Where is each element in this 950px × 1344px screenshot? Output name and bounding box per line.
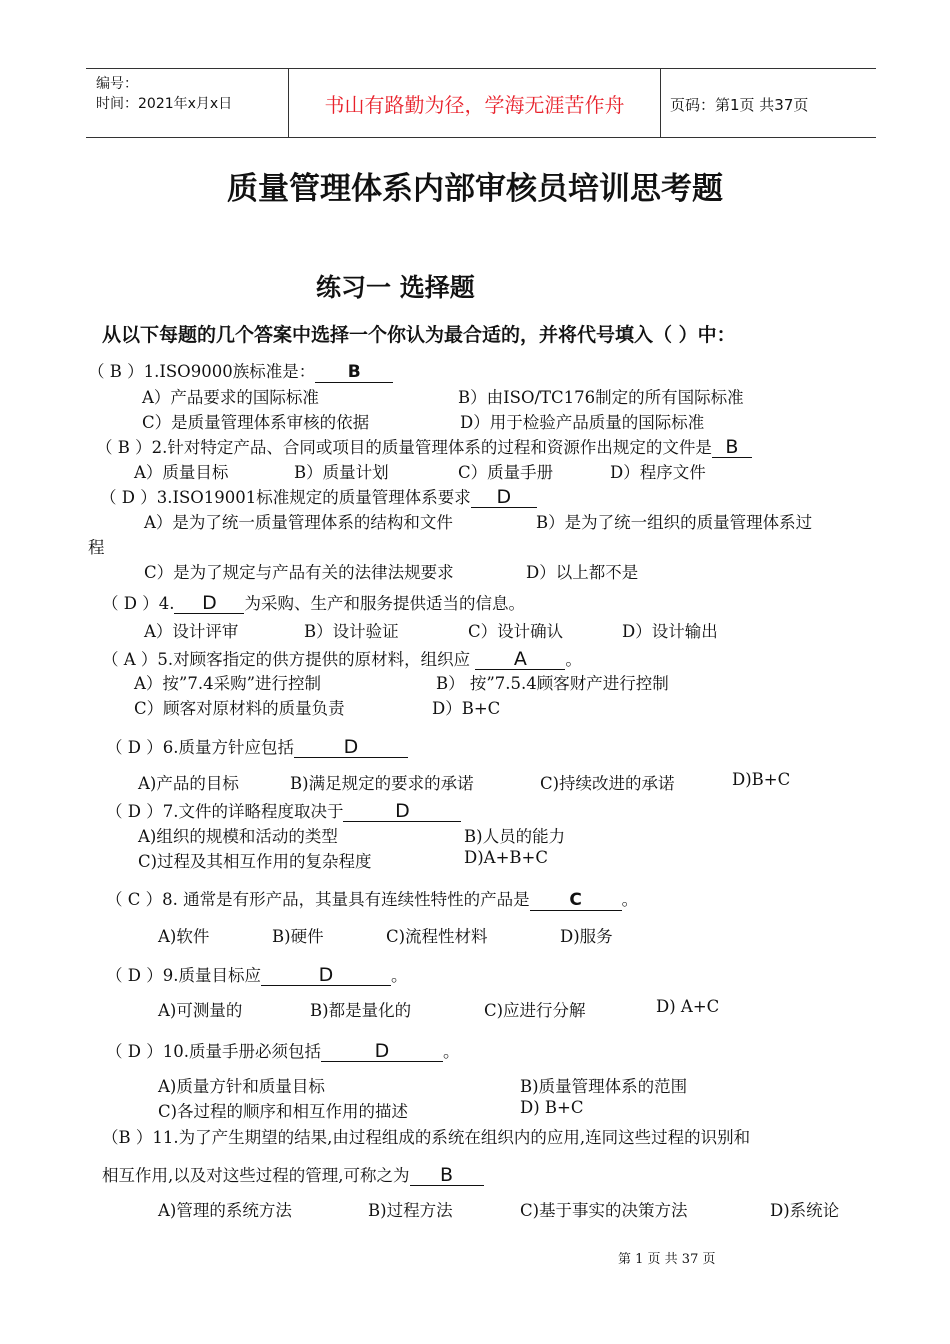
option-b: B)都是量化的 bbox=[310, 1001, 412, 1020]
option-c: C)持续改进的承诺 bbox=[540, 774, 675, 793]
option-a: A）设计评审 bbox=[144, 622, 239, 641]
question-text: （ D ）4. bbox=[102, 594, 175, 613]
answer-blank: D bbox=[261, 965, 391, 986]
option-d: D）以上都不是 bbox=[526, 563, 639, 582]
answer-blank: D bbox=[471, 487, 537, 508]
question-text-suffix: 。 bbox=[565, 650, 582, 669]
option-c: C)基于事实的决策方法 bbox=[520, 1201, 688, 1220]
question-5 bbox=[102, 646, 582, 670]
option-c: C)过程及其相互作用的复杂程度 bbox=[138, 852, 372, 871]
option-a: A)可测量的 bbox=[158, 1001, 243, 1020]
question-text: （ D ）7.文件的详略程度取决于 bbox=[106, 802, 344, 821]
option-d: D) B+C bbox=[520, 1098, 584, 1117]
option-b: B）设计验证 bbox=[304, 622, 399, 641]
option-b: B）是为了统一组织的质量管理体系过 bbox=[536, 513, 813, 532]
option-d: D) A+C bbox=[656, 997, 720, 1016]
option-d: D）用于检验产品质量的国际标准 bbox=[460, 413, 705, 432]
option-d: D）程序文件 bbox=[610, 463, 706, 482]
option-c: C)流程性材料 bbox=[386, 927, 488, 946]
option-c: C）质量手册 bbox=[458, 463, 554, 482]
question-text-suffix: 。 bbox=[390, 966, 408, 985]
question-text-suffix: 为采购、生产和服务提供适当的信息。 bbox=[244, 594, 525, 613]
page-footer: 第 1 页 共 37 页 bbox=[618, 1252, 716, 1267]
option-b: B)质量管理体系的范围 bbox=[520, 1077, 688, 1096]
answer-blank: C bbox=[530, 890, 622, 911]
option-b: B）质量计划 bbox=[294, 463, 389, 482]
option-a: A)产品的目标 bbox=[138, 774, 239, 793]
option-a: A)质量方针和质量目标 bbox=[158, 1077, 325, 1096]
page-header bbox=[86, 68, 876, 138]
answer-blank: B bbox=[315, 362, 393, 383]
answer-blank: D bbox=[174, 593, 244, 614]
question-7 bbox=[106, 798, 461, 822]
option-a: A）产品要求的国际标准 bbox=[142, 388, 319, 407]
question-11-continued bbox=[102, 1162, 484, 1186]
option-d: D）B+C bbox=[432, 699, 501, 718]
serial-label: 编号： bbox=[96, 76, 138, 92]
option-a: A）质量目标 bbox=[134, 463, 229, 482]
question-2 bbox=[96, 434, 752, 458]
question-text: （ B ）2.针对特定产品、合同或项目的质量管理体系的过程和资源作出规定的文件是 bbox=[96, 438, 712, 457]
question-11: （B ）11.为了产生期望的结果,由过程组成的系统在组织内的应用,连同这些过程的识别和 bbox=[102, 1128, 751, 1147]
question-text: （ D ）6.质量方针应包括 bbox=[106, 738, 294, 757]
question-1 bbox=[88, 358, 393, 383]
option-c: C)应进行分解 bbox=[484, 1001, 586, 1020]
option-b: B)人员的能力 bbox=[464, 827, 566, 846]
question-text: （ C ）8. 通常是有形产品，其量具有连续性特性的产品是 bbox=[106, 890, 530, 909]
answer-blank: B bbox=[712, 437, 752, 458]
question-text: 相互作用,以及对这些过程的管理,可称之为 bbox=[102, 1166, 410, 1185]
answer-blank: D bbox=[321, 1041, 443, 1062]
answer-blank: D bbox=[343, 801, 461, 822]
option-a: A)组织的规模和活动的类型 bbox=[138, 827, 338, 846]
question-text: （ D ）3.ISO19001标准规定的质量管理体系要求 bbox=[100, 488, 471, 507]
option-c: C)各过程的顺序和相互作用的描述 bbox=[158, 1102, 409, 1121]
option-b: B)过程方法 bbox=[368, 1201, 453, 1220]
question-text: （ B ）1.ISO9000族标准是： bbox=[88, 362, 316, 381]
question-text: （ D ）9.质量目标应 bbox=[106, 966, 261, 985]
question-8 bbox=[106, 886, 638, 911]
date-label: 时间：2021年x月x日 bbox=[96, 96, 233, 112]
header-page-label: 页码：第1页 共37页 bbox=[670, 96, 809, 114]
option-a: A）是为了统一质量管理体系的结构和文件 bbox=[144, 513, 453, 532]
question-text: （ D ）10.质量手册必须包括 bbox=[106, 1042, 321, 1061]
option-b: B)硬件 bbox=[272, 927, 324, 946]
question-4 bbox=[102, 590, 525, 614]
answer-blank: B bbox=[410, 1165, 484, 1186]
option-a: A)软件 bbox=[158, 927, 210, 946]
option-b: B)满足规定的要求的承诺 bbox=[290, 774, 474, 793]
question-9 bbox=[106, 962, 407, 986]
option-b: B）由ISO/TC176制定的所有国际标准 bbox=[458, 388, 744, 407]
header-divider bbox=[660, 69, 661, 137]
option-d: D)A+B+C bbox=[464, 848, 548, 867]
option-a: A）按”7.4采购”进行控制 bbox=[134, 674, 322, 693]
question-3 bbox=[100, 484, 537, 508]
option-c: C）是为了规定与产品有关的法律法规要求 bbox=[144, 563, 454, 582]
option-c: C）设计确认 bbox=[468, 622, 564, 641]
instruction: 从以下每题的几个答案中选择一个你认为最合适的，并将代号填入（ ）中： bbox=[102, 324, 736, 346]
section-title: 练习一 选择题 bbox=[316, 273, 475, 302]
option-d: D)服务 bbox=[560, 927, 613, 946]
option-b: B） 按”7.5.4顾客财产进行控制 bbox=[436, 674, 669, 693]
answer-blank: A bbox=[475, 649, 565, 670]
question-text-suffix: 。 bbox=[442, 1042, 460, 1061]
header-motto: 书山有路勤为径，学海无涯苦作舟 bbox=[324, 93, 625, 117]
option-b-wrap: 程 bbox=[88, 538, 105, 557]
question-text-suffix: 。 bbox=[621, 890, 639, 909]
option-c: C）顾客对原材料的质量负责 bbox=[134, 699, 345, 718]
option-d: D)系统论 bbox=[770, 1201, 840, 1220]
question-text: （ A ）5.对顾客指定的供方提供的原材料，组织应 bbox=[102, 650, 471, 669]
option-d: D)B+C bbox=[732, 770, 791, 789]
question-6 bbox=[106, 734, 408, 758]
option-d: D）设计输出 bbox=[622, 622, 718, 641]
question-10 bbox=[106, 1038, 459, 1062]
document-title: 质量管理体系内部审核员培训思考题 bbox=[227, 171, 723, 207]
option-a: A)管理的系统方法 bbox=[158, 1201, 292, 1220]
answer-blank: D bbox=[294, 737, 408, 758]
option-c: C）是质量管理体系审核的依据 bbox=[142, 413, 370, 432]
